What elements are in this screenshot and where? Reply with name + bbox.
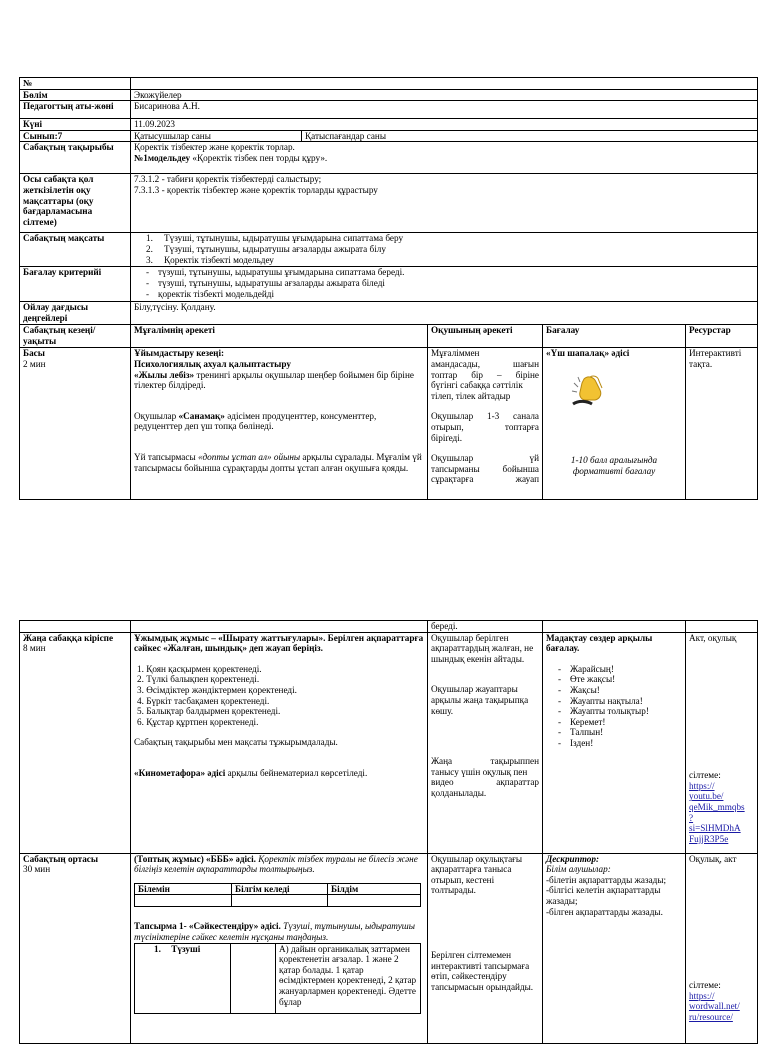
youtube-link[interactable] bbox=[689, 781, 754, 845]
aim-text: Түзуші, тұтынушы, ыдыратушы ағзаларды ажырата білу bbox=[164, 243, 386, 254]
stage-time: 2 мин bbox=[23, 358, 46, 369]
praise-item: - Жарайсың! bbox=[558, 664, 682, 675]
lesson-plan-table-page1 bbox=[19, 77, 758, 500]
thinking-skills-label: Ойлау дағдысы деңгейлері bbox=[20, 302, 131, 325]
lesson-aim-label: Сабақтың мақсаты bbox=[20, 233, 131, 267]
descriptor-subtitle: Білім алушылар: bbox=[546, 864, 611, 875]
student-text: Оқушылар оқулықтағы ақпараттарға таныса отырып, кестені толтырады. bbox=[431, 853, 523, 896]
warm-words-paragraph bbox=[134, 370, 424, 391]
learning-goals-value bbox=[131, 174, 758, 233]
matching-term: Түзуші bbox=[171, 943, 201, 954]
topic-label: Сабақтың тақырыбы bbox=[20, 142, 131, 174]
matching-number: 1. bbox=[154, 943, 161, 954]
praise-item: - Жақсы! bbox=[558, 685, 682, 696]
continuation-stage bbox=[20, 621, 131, 633]
stage-intro-cell bbox=[20, 632, 131, 853]
date-label: Күні bbox=[20, 119, 131, 131]
student-text: Оқушылар жауаптары арқылы жаңа тақырыпқа көшу. bbox=[431, 684, 529, 716]
col-header-resources: Ресурстар bbox=[686, 325, 758, 348]
teacher-activity-start bbox=[131, 348, 428, 500]
bbb-col-learned: Білдім bbox=[328, 883, 421, 895]
link-part: qeMik_mmqbs bbox=[689, 801, 745, 812]
paragraph-text: Үй тапсырмасы bbox=[134, 451, 198, 462]
statement-item: 6. Құстар құртпен қоректенеді. bbox=[137, 716, 259, 727]
bbb-table bbox=[134, 883, 421, 908]
resources-start: Интерактивті тақта. bbox=[686, 348, 758, 500]
org-stage-title: Ұйымдастыру кезеңі: bbox=[134, 348, 225, 359]
link-part: https:// bbox=[689, 780, 715, 791]
matching-term-cell bbox=[135, 943, 231, 1013]
link-label: сілтеме: bbox=[689, 980, 721, 991]
student-text: Берілген сілтемемен интерактивті тапсырмаға өтіп, сәйкестендіру тапсырмасын орындайды. bbox=[431, 949, 534, 992]
student-line: бүгінгі сабаққа сәттілік bbox=[431, 380, 523, 391]
aim-number: 3. bbox=[146, 254, 153, 265]
kinometaphor-paragraph bbox=[134, 768, 424, 779]
topic-line-2 bbox=[134, 153, 754, 164]
matching-desc-cell: А) дайын органикалық заттармен қоректенетін ағзалар. 1 және 2 қатар болады. 1 қатар өсімдіктермен қоректенеді, 2 қатар жануарлармен қоректенеді. Әдетте бұлар bbox=[276, 943, 421, 1013]
criteria-list bbox=[134, 267, 754, 299]
statement-item: 3. Өсімдіктер жәндіктермен қоректенеді. bbox=[137, 684, 297, 695]
assessment-middle bbox=[543, 853, 686, 1043]
paragraph-text: арқылы бейнематериал көрсетіледі. bbox=[225, 767, 368, 778]
student-line: Мұғаліммен bbox=[431, 348, 480, 359]
link-part: https:// bbox=[689, 990, 715, 1001]
topic-model-title: «Қоректік тізбек пен торды құру». bbox=[190, 152, 328, 163]
attendees-label: Қатысушылар саны bbox=[131, 130, 302, 142]
bbb-cell[interactable] bbox=[135, 895, 232, 907]
task-title: Тапсырма 1- «Сәйкестендіру» әдісі. bbox=[134, 921, 281, 932]
formative-note: 1-10 балл аралығында формативті бағалау bbox=[570, 454, 658, 476]
student-line: отырып, топтарға bbox=[431, 421, 539, 432]
link-part: wordwall.net/ bbox=[689, 1001, 740, 1012]
praise-title: Мадақтау сөздер арқылы бағалау. bbox=[546, 632, 653, 654]
descriptor-item: -білетін ақпараттарды жазады; bbox=[546, 874, 667, 885]
link-part: si=SlHMDhA bbox=[689, 823, 741, 834]
task-instruction: Түзуші, тұтынушы, ыдыратушы түсініктеріне сәйкес келетін нұсқаны таңдаңыз. bbox=[134, 921, 415, 942]
paragraph-text: тренингі арқылы оқушылар шеңбер бойымен бір біріне тілектер білдіреді. bbox=[134, 369, 414, 391]
student-line: Жаңа тақырыппен bbox=[431, 756, 539, 767]
resources-intro bbox=[686, 632, 758, 853]
topic-model-number: №1модельдеу bbox=[134, 152, 191, 163]
method-name: (Топтық жұмыс) «БББ» әдісі. bbox=[134, 853, 256, 864]
paragraph-text: әдісімен продуценттер, консументтер, редуценттер деп үш топқа бөлінеді. bbox=[134, 410, 377, 432]
student-line: қолданылады. bbox=[431, 787, 487, 798]
praise-list bbox=[546, 664, 682, 749]
bbb-cell[interactable] bbox=[232, 895, 328, 907]
statement-item: 2. Түлкі балықпен қоректенеді. bbox=[137, 674, 260, 685]
student-line: тапсырманы бойынша bbox=[431, 463, 539, 474]
link-part: ? bbox=[689, 812, 694, 823]
bbb-col-know: Білемін bbox=[135, 883, 232, 895]
col-header-stage: Сабақтың кезеңі/ уақыты bbox=[20, 325, 131, 348]
col-header-assessment: Бағалау bbox=[543, 325, 686, 348]
exercise-title: Ұжымдық жұмыс – «Шырату жаттығулары». Берілген ақпараттарға сәйкес «Жалған, шындық» деп жауап беріңіз. bbox=[134, 632, 424, 654]
praise-item: - Жауапты толықтыр! bbox=[558, 706, 682, 717]
paragraph-text: арқылы сұралады. Мұғалім үй тапсырмасы бойынша сұрақтарды допты ұстап алған оқушыға қояды. bbox=[134, 451, 422, 473]
method-name: «Жылы лебіз» bbox=[134, 369, 195, 380]
criteria-item: - түзуші, тұтынушы, ыдыратушы ұғымдарына сипаттама береді. bbox=[146, 267, 754, 278]
descriptor-item: -білгісі келетін ақпараттарды жазады; bbox=[546, 885, 661, 906]
resource-text: Оқулық, акт bbox=[689, 853, 737, 864]
matching-table bbox=[134, 943, 421, 1014]
student-activity-intro bbox=[428, 632, 543, 853]
thinking-skills-value: Білу,түсіну. Қолдану. bbox=[131, 302, 758, 325]
student-line: видео ақпараттар bbox=[431, 777, 539, 788]
game-name: «допты ұстап ал» ойыны bbox=[197, 451, 301, 462]
summary-text: Сабақтың тақырыбы мен мақсаты тұжырымдалады. bbox=[134, 737, 338, 748]
method-name: «Санамақ» bbox=[178, 410, 225, 421]
student-activity-start bbox=[428, 348, 543, 500]
clapping-hands-icon bbox=[546, 359, 682, 415]
lesson-aim-value bbox=[131, 233, 758, 267]
matching-blank-cell[interactable] bbox=[231, 943, 276, 1013]
criteria-item: - түзуші, тұтынушы, ыдыратушы ағзаларды ажырата біледі bbox=[146, 278, 754, 289]
statement-item: 4. Бүркіт тасбақамен қоректенеді. bbox=[137, 695, 270, 706]
resources-middle bbox=[686, 853, 758, 1043]
stage-time: 30 мин bbox=[23, 864, 51, 875]
teacher-activity-intro bbox=[131, 632, 428, 853]
topic-line-1: Қоректік тізбектер және қоректік торлар. bbox=[134, 142, 295, 153]
aims-list bbox=[134, 233, 754, 265]
col-header-teacher: Мұғалімнің әрекеті bbox=[131, 325, 428, 348]
descriptor-item: -білген ақпараттарды жазады. bbox=[546, 906, 663, 917]
assessment-start bbox=[543, 348, 686, 500]
descriptor-title: Дескриптор: bbox=[546, 853, 600, 864]
praise-item: - Жауапты нақтыла! bbox=[558, 696, 682, 707]
date-value: 11.09.2023 bbox=[131, 119, 758, 131]
link-part: ru/resource/ bbox=[689, 1011, 733, 1022]
group-work-paragraph bbox=[134, 854, 424, 875]
stage-time: 8 мин bbox=[23, 643, 46, 654]
continuation-teacher bbox=[131, 621, 428, 633]
statement-item: 5. Балықтар балдырмен қоректенеді. bbox=[137, 706, 281, 717]
criteria-item: - қоректік тізбекті модельдейді bbox=[146, 289, 754, 300]
aim-item bbox=[146, 233, 754, 244]
aim-text: Қоректік тізбекті модельдеу bbox=[164, 254, 274, 265]
bbb-col-want: Білгім келеді bbox=[232, 883, 328, 895]
bbb-cell[interactable] bbox=[328, 895, 421, 907]
criteria-value bbox=[131, 267, 758, 302]
method-name: «Кинометафора» әдісі bbox=[134, 767, 226, 778]
number-value bbox=[131, 78, 758, 90]
learning-goals-label: Осы сабақта қол жеткізілетін оқу мақсаттары (оқу бағдарламасына сілтеме) bbox=[20, 174, 131, 233]
paragraph-text: Қоректік тізбек туралы не білесіз және білгіңіз келетін ақпараттарды толтырыңыз. bbox=[134, 853, 418, 875]
stage-name: Сабақтың ортасы bbox=[23, 853, 99, 864]
teacher-activity-middle bbox=[131, 853, 428, 1043]
teacher-label: Педагогтың аты-жөні bbox=[20, 101, 131, 119]
section-label: Бөлім bbox=[20, 89, 131, 101]
absent-label: Қатыспағандар саны bbox=[302, 130, 758, 142]
link-part: youtu.be/ bbox=[689, 791, 724, 802]
continuation-student: береді. bbox=[428, 621, 543, 633]
student-line: танысу үшін оқулық пен bbox=[431, 766, 528, 777]
aim-item bbox=[146, 244, 754, 255]
topic-value bbox=[131, 142, 758, 174]
student-line: тілеп, тілек айтадыр bbox=[431, 390, 511, 401]
aim-number: 2. bbox=[146, 243, 153, 254]
praise-item: - Өте жақсы! bbox=[558, 674, 682, 685]
assessment-method: «Үш шапалақ» әдісі bbox=[546, 348, 630, 359]
student-text: Оқушылар берілген ақпараттардың жалған, не шындық екенін айтады. bbox=[431, 632, 534, 664]
learning-goal: 7.3.1.2 - табиғи қоректік тізбектерді салыстыру; bbox=[134, 174, 322, 185]
number-label: № bbox=[20, 78, 131, 90]
resource-text: Акт, оқулық bbox=[689, 632, 737, 643]
student-line: амандасады, шағын bbox=[431, 358, 539, 369]
continuation-assessment bbox=[543, 621, 686, 633]
stage-middle-cell bbox=[20, 853, 131, 1043]
stage-name: Жаңа сабаққа кіріспе bbox=[23, 632, 114, 643]
aim-number: 1. bbox=[146, 233, 153, 244]
criteria-label: Бағалау критерийі bbox=[20, 267, 131, 302]
task1-paragraph bbox=[134, 921, 424, 942]
stage-start-cell bbox=[20, 348, 131, 500]
student-line: біріґеді. bbox=[431, 432, 463, 443]
section-value: Экожүйелер bbox=[131, 89, 758, 101]
praise-item: - Ізден! bbox=[558, 738, 682, 749]
student-line: Оқушылар 1-3 санала bbox=[431, 411, 539, 422]
assessment-intro bbox=[543, 632, 686, 853]
wordwall-link[interactable] bbox=[689, 991, 754, 1023]
counting-paragraph bbox=[134, 411, 424, 432]
col-header-student: Оқушының әрекеті bbox=[428, 325, 543, 348]
statement-item: 1. Қоян қасқырмен қоректенеді. bbox=[137, 663, 262, 674]
psych-title: Психологиялық ахуал қалыптастыру bbox=[134, 358, 291, 369]
student-line: сұрақтарға жауап bbox=[431, 474, 539, 485]
stage-name: Басы bbox=[23, 348, 45, 359]
learning-goal: 7.3.1.3 - қоректік тізбектер және қоректік торларды құрастыру bbox=[134, 184, 378, 195]
teacher-value: Бисаринова А.Н. bbox=[131, 101, 758, 119]
class-label: Сынып:7 bbox=[20, 130, 131, 142]
continuation-resources bbox=[686, 621, 758, 633]
paragraph-text: Оқушылар bbox=[134, 410, 179, 421]
aim-item bbox=[146, 255, 754, 266]
praise-item: - Керемет! bbox=[558, 717, 682, 728]
praise-item: - Талпын! bbox=[558, 727, 682, 738]
student-line: топтар бір – біріне bbox=[431, 369, 539, 380]
student-line: Оқушылар үй bbox=[431, 453, 539, 464]
link-label: сілтеме: bbox=[689, 770, 721, 781]
link-part: FujjR3P5e bbox=[689, 833, 729, 844]
student-activity-middle bbox=[428, 853, 543, 1043]
lesson-plan-table-page2 bbox=[19, 620, 758, 1044]
aim-text: Түзуші, тұтынушы, ыдыратушы ұғымдарына сипаттама беру bbox=[164, 233, 404, 244]
homework-paragraph bbox=[134, 452, 424, 473]
